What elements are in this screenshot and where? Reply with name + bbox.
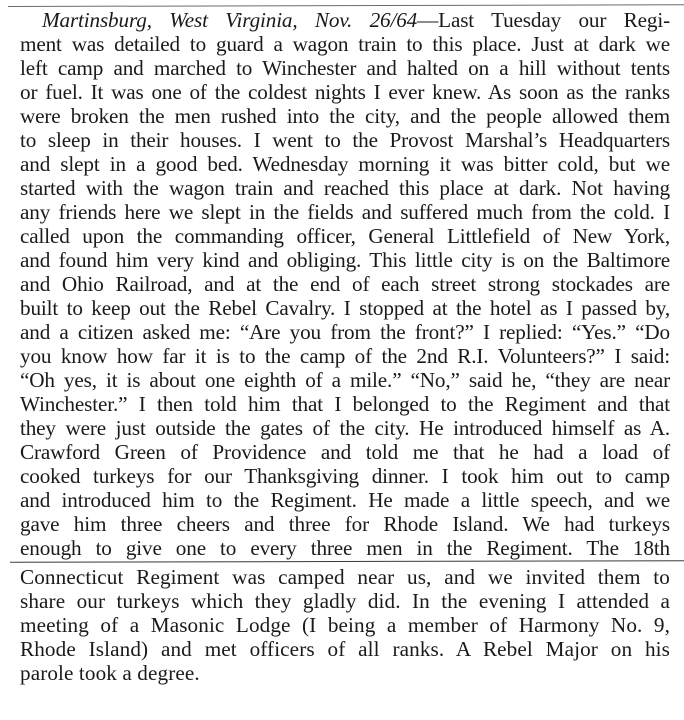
text-line: Connecticut Regiment was camped near us, and we invited them to (20, 565, 670, 589)
text-line: parole took a degree. (20, 661, 200, 685)
text-line: cooked turkeys for our Thanksgiving dinner. I took him out to camp (20, 464, 670, 488)
text-line: enough to give one to every three men in the Regiment. The 18th (20, 536, 670, 560)
text-line: “Oh yes, it is about one eighth of a mile.” “No,” said he, “they are near (20, 368, 670, 392)
text-section-b (20, 565, 670, 685)
text-line: any friends here we slept in the fields and suffered much from the cold. I (20, 200, 670, 224)
text-line: to sleep in their houses. I went to the Provost Marshal’s Headquarters (20, 128, 670, 152)
text-section-a (20, 8, 670, 560)
text-line: and Ohio Railroad, and at the end of each street strong stockades are (20, 272, 670, 296)
section-divider (20, 560, 670, 565)
dateline-dash: — (417, 8, 439, 32)
text-line: left camp and marched to Winchester and halted on a hill without tents (20, 56, 670, 80)
text-line: meeting of a Masonic Lodge (I being a member of Harmony No. 9, (20, 613, 670, 637)
top-rule (8, 4, 684, 7)
text-line: Crawford Green of Providence and told me that he had a load of (20, 440, 670, 464)
text-line: built to keep out the Rebel Cavalry. I stopped at the hotel as I passed by, (20, 296, 670, 320)
text-line: share our turkeys which they gladly did. In the evening I attended a (20, 589, 670, 613)
text-line: you know how far it is to the camp of the 2nd R.I. Volunteers?” I said: (20, 344, 670, 368)
text-line: were broken the men rushed into the city, and the people allowed them (20, 104, 670, 128)
line-text: Last Tuesday our Regi- (438, 8, 670, 32)
text-line: or fuel. It was one of the coldest nights I ever knew. As soon as the ranks (20, 80, 670, 104)
text-line: Rhode Island) and met officers of all ranks. A Rebel Major on his (20, 637, 670, 661)
text-line: Winchester.” I then told him that I belonged to the Regiment and that (20, 392, 670, 416)
text-line: started with the wagon train and reached this place at dark. Not having (20, 176, 670, 200)
text-line: gave him three cheers and three for Rhode Island. We had turkeys (20, 512, 670, 536)
text-line: and a citizen asked me: “Are you from the front?” I replied: “Yes.” “Do (20, 320, 670, 344)
text-line: ment was detailed to guard a wagon train to this place. Just at dark we (20, 32, 670, 56)
text-line: called upon the commanding officer, General Littlefield of New York, (20, 224, 670, 248)
text-line: they were just outside the gates of the city. He introduced himself as A. (20, 416, 670, 440)
text-line (20, 8, 670, 32)
text-line: and slept in a good bed. Wednesday morning it was bitter cold, but we (20, 152, 670, 176)
dateline: Martinsburg, West Virginia, Nov. 26/64 (42, 8, 418, 32)
text-line: and found him very kind and obliging. This little city is on the Baltimore (20, 248, 670, 272)
text-line: and introduced him to the Regiment. He made a little speech, and we (20, 488, 670, 512)
document-page (20, 8, 670, 685)
